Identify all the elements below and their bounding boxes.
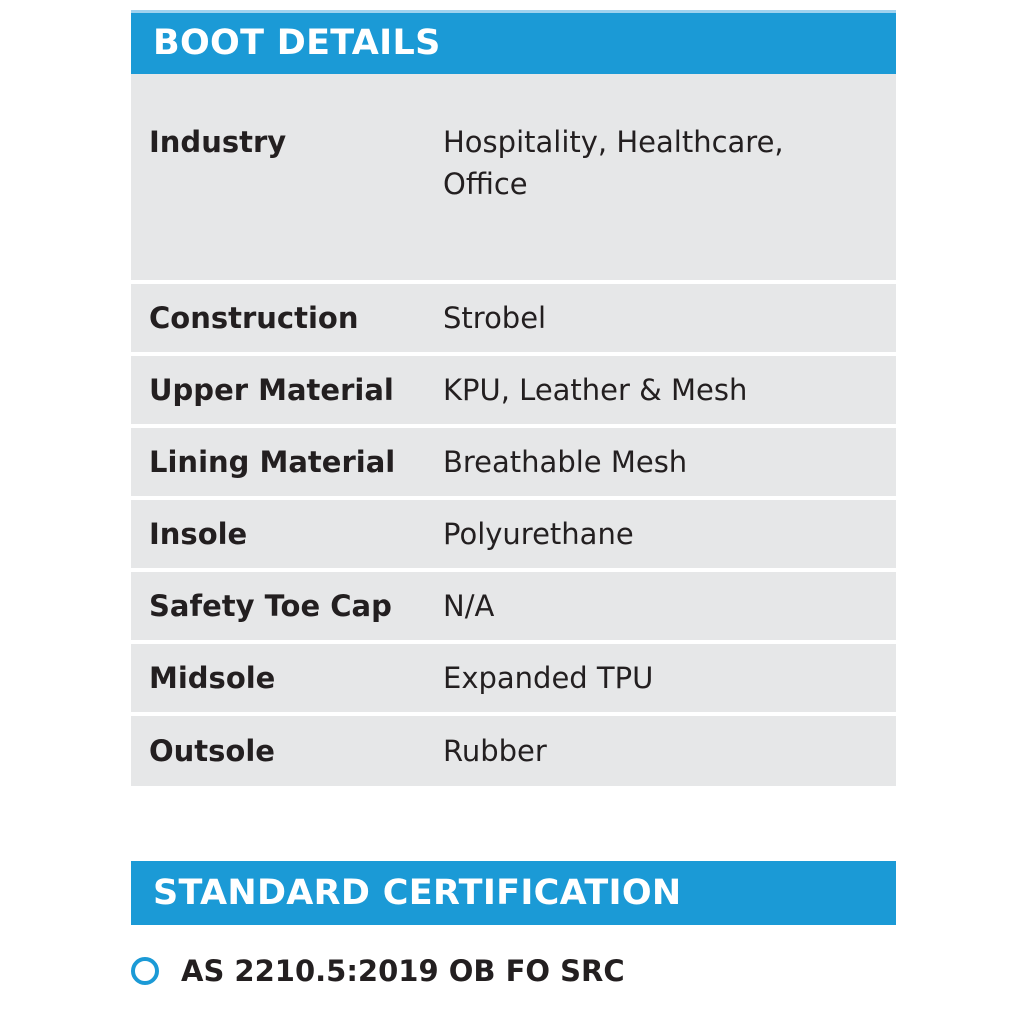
detail-value: Hospitality, Healthcare, Office: [443, 125, 784, 201]
detail-label: Midsole: [149, 661, 276, 695]
detail-row-industry: [131, 74, 896, 284]
detail-label: Outsole: [149, 734, 275, 768]
detail-value: Strobel: [443, 301, 547, 335]
detail-label: Industry: [149, 125, 287, 159]
detail-row-outsole: [131, 716, 896, 786]
certification-item: [131, 949, 625, 993]
detail-row-insole: [131, 500, 896, 572]
detail-label: Lining Material: [149, 445, 396, 479]
standard-certification-panel: [131, 861, 896, 925]
detail-row-lining-material: [131, 428, 896, 500]
boot-details-table: [131, 74, 896, 786]
detail-label: Insole: [149, 517, 248, 551]
boot-details-panel: [131, 10, 896, 786]
detail-value: Rubber: [443, 734, 547, 768]
detail-row-safety-toe-cap: [131, 572, 896, 644]
detail-value: KPU, Leather & Mesh: [443, 373, 748, 407]
detail-value: Expanded TPU: [443, 661, 654, 695]
detail-label: Construction: [149, 301, 359, 335]
boot-details-heading: BOOT DETAILS: [131, 13, 896, 74]
detail-label: Upper Material: [149, 373, 394, 407]
circle-bullet-icon: [131, 957, 159, 985]
standard-certification-heading: STANDARD CERTIFICATION: [131, 861, 896, 925]
detail-value: Polyurethane: [443, 517, 634, 551]
detail-value: N/A: [443, 589, 495, 623]
detail-value: Breathable Mesh: [443, 445, 688, 479]
detail-row-upper-material: [131, 356, 896, 428]
detail-label: Safety Toe Cap: [149, 589, 392, 623]
detail-row-construction: [131, 284, 896, 356]
certification-text: AS 2210.5:2019 OB FO SRC: [181, 954, 625, 988]
detail-row-midsole: [131, 644, 896, 716]
